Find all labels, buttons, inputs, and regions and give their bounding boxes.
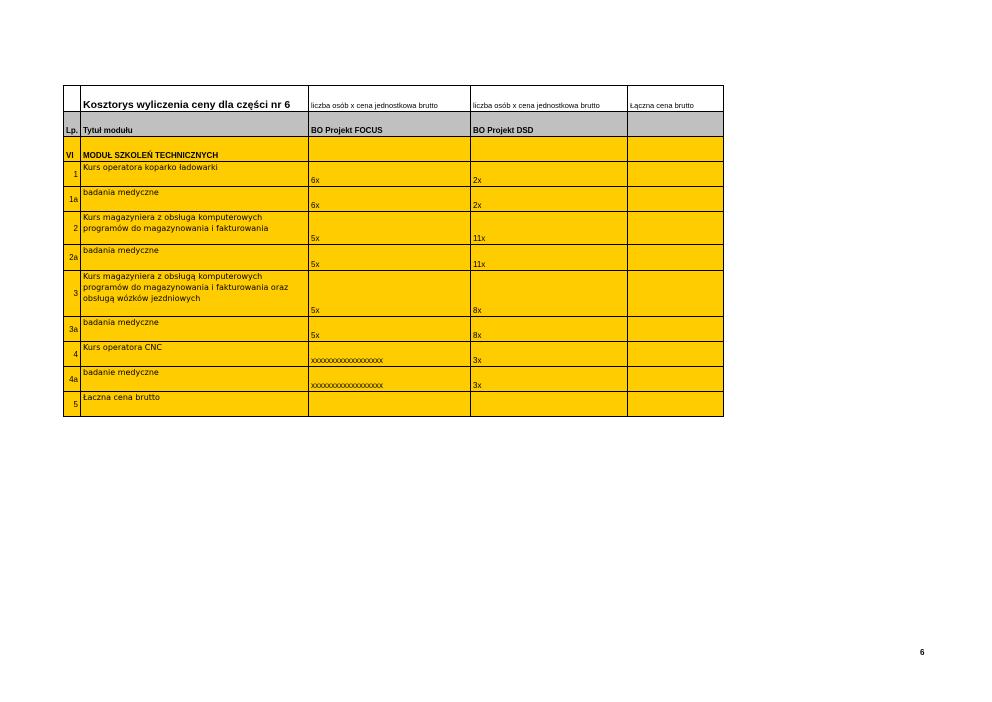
table-row: [64, 271, 724, 317]
header-total-subtitle: Łączna cena brutto: [628, 86, 724, 112]
row-total: [628, 245, 724, 271]
row-focus: 5x: [309, 317, 471, 342]
row-focus: 6x: [309, 187, 471, 212]
row-total: [628, 392, 724, 417]
row-module: Kurs operatora koparko ładowarki: [81, 162, 309, 187]
table-row: [64, 187, 724, 212]
row-lp: 2a: [64, 245, 81, 271]
table-title: Kosztorys wyliczenia ceny dla części nr 6: [81, 86, 309, 112]
row-total: [628, 342, 724, 367]
row-dsd: 11x: [471, 245, 628, 271]
table-row: [64, 245, 724, 271]
row-dsd: [471, 392, 628, 417]
section-dsd-cell: [471, 137, 628, 162]
column-header-focus: BO Projekt FOCUS: [309, 112, 471, 137]
row-focus: 5x: [309, 212, 471, 245]
row-dsd: 2x: [471, 162, 628, 187]
row-dsd: 2x: [471, 187, 628, 212]
column-header-module: Tytuł modułu: [81, 112, 309, 137]
column-header-dsd: BO Projekt DSD: [471, 112, 628, 137]
row-dsd: 8x: [471, 271, 628, 317]
row-module: Łaczna cena brutto: [81, 392, 309, 417]
header-dsd-subtitle: liczba osób x cena jednostkowa brutto: [471, 86, 628, 112]
header-focus-subtitle: liczba osób x cena jednostkowa brutto: [309, 86, 471, 112]
row-lp: 4: [64, 342, 81, 367]
row-total: [628, 162, 724, 187]
section-total-cell: [628, 137, 724, 162]
page-number: 6: [920, 648, 925, 657]
row-lp: 2: [64, 212, 81, 245]
row-focus: 5x: [309, 271, 471, 317]
row-dsd: 3x: [471, 342, 628, 367]
row-dsd: 11x: [471, 212, 628, 245]
column-header-total: [628, 112, 724, 137]
row-focus: 5x: [309, 245, 471, 271]
row-total: [628, 271, 724, 317]
row-total: [628, 367, 724, 392]
header-row: [64, 86, 724, 112]
row-module: badanie medyczne: [81, 367, 309, 392]
cost-estimate-table: [63, 85, 724, 417]
row-focus: xxxxxxxxxxxxxxxxxx: [309, 342, 471, 367]
row-dsd: 8x: [471, 317, 628, 342]
header-lp-cell: [64, 86, 81, 112]
row-focus: 6x: [309, 162, 471, 187]
row-total: [628, 187, 724, 212]
row-module: Kurs magazyniera z obsługą komputerowych programów do magazynowania i fakturowania oraz obsługą wózków jezdniowych: [81, 271, 309, 317]
section-focus-cell: [309, 137, 471, 162]
row-total: [628, 317, 724, 342]
table-row-total: [64, 392, 724, 417]
column-header-lp: Lp.: [64, 112, 81, 137]
table-row: [64, 162, 724, 187]
row-lp: 1: [64, 162, 81, 187]
row-module: badania medyczne: [81, 187, 309, 212]
row-dsd: 3x: [471, 367, 628, 392]
row-lp: 1a: [64, 187, 81, 212]
table-row: [64, 317, 724, 342]
section-row: [64, 137, 724, 162]
table-row: [64, 367, 724, 392]
row-focus: [309, 392, 471, 417]
row-module: badania medyczne: [81, 245, 309, 271]
row-total: [628, 212, 724, 245]
row-lp: 3: [64, 271, 81, 317]
row-lp: 3a: [64, 317, 81, 342]
row-module: Kurs magazyniera z obsługa komputerowych programów do magazynowania i fakturowania: [81, 212, 309, 245]
row-module: badania medyczne: [81, 317, 309, 342]
row-focus: xxxxxxxxxxxxxxxxxx: [309, 367, 471, 392]
column-header-row: [64, 112, 724, 137]
row-lp: 4a: [64, 367, 81, 392]
section-title: MODUŁ SZKOLEŃ TECHNICZNYCH: [81, 137, 309, 162]
table-row: [64, 212, 724, 245]
table-row: [64, 342, 724, 367]
row-lp: 5: [64, 392, 81, 417]
section-lp: VI: [64, 137, 81, 162]
row-module: Kurs operatora CNC: [81, 342, 309, 367]
